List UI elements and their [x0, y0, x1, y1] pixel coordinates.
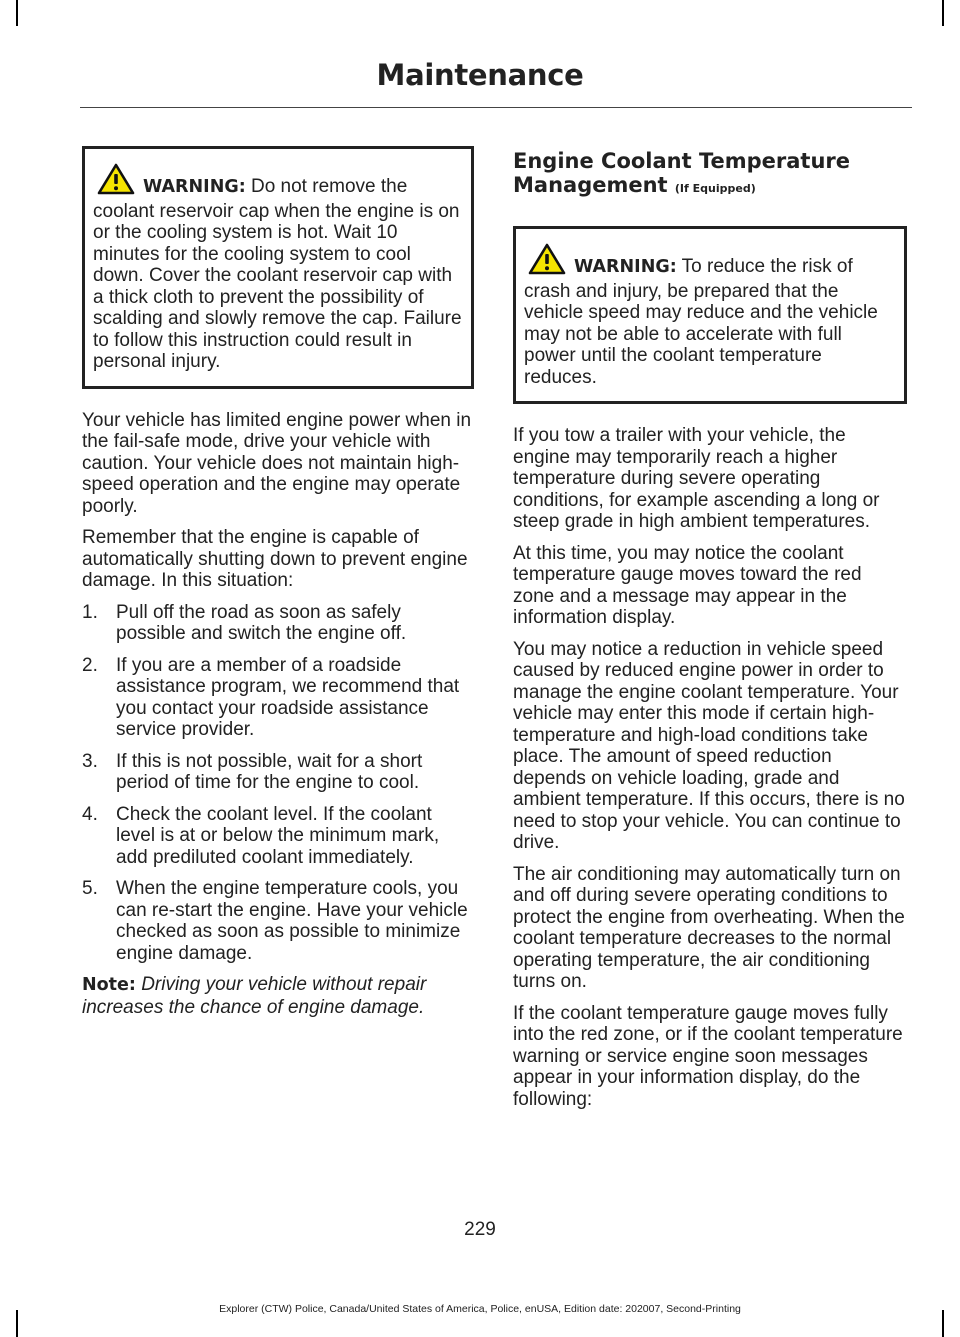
- paragraph: You may notice a reduction in vehicle speed caused by reduced engine power in order to manage the engine coolant temperature. Your vehicle may enter this mode if certain high-temperature and high-load conditions take place. The amount of speed reduction depends on vehicle loading, grade and ambient temperature. If this occurs, there is no need to stop your vehicle. You can continue to drive.: [513, 638, 905, 853]
- speed-reduction-warning-box: [513, 226, 907, 404]
- section-heading: [513, 149, 907, 201]
- step-text: Check the coolant level. If the coolant level is at or below the minimum mark, add prediluted coolant immediately.: [116, 803, 440, 868]
- warning-triangle-icon: [97, 163, 135, 201]
- warning-triangle-icon: [528, 243, 566, 281]
- step-number: 1.: [82, 601, 98, 623]
- list-item: [82, 655, 474, 741]
- crop-mark-top-right: [942, 0, 944, 26]
- note-text: Driving your vehicle without repair increases the chance of engine damage.: [82, 974, 427, 1018]
- paragraph: If you tow a trailer with your vehicle, the engine may temporarily reach a higher temperature during severe operating conditions, for example ascending a long or steep grade in high ambient temperatures.: [513, 425, 880, 532]
- warning-text: Do not remove the coolant reservoir cap when the engine is on or the cooling system is hot. Wait 10 minutes for the cooling system to cool down. Cover the coolant reservoir cap with a thick cloth to prevent the possibility of scalding and slowly remove the cap. Failure to follow this instruction could result in personal injury.: [93, 176, 462, 372]
- step-text: Pull off the road as soon as safely possible and switch the engine off.: [116, 601, 407, 644]
- step-number: 5.: [82, 878, 98, 899]
- heading-qualifier: (If Equipped): [674, 182, 756, 195]
- warning-text: To reduce the risk of crash and injury, be prepared that the vehicle speed may reduce and the vehicle may not be able to accelerate with full power until the coolant temperature reduces.: [524, 256, 878, 388]
- coolant-cap-warning-box: [82, 146, 474, 389]
- heading-line-1: Engine Coolant Temperature: [513, 149, 851, 173]
- left-column: [82, 146, 474, 1018]
- shutdown-steps-list: [82, 602, 474, 965]
- step-number: 4.: [82, 803, 98, 825]
- shutdown-paragraph: Remember that the engine is capable of automatically shutting down to prevent engine damage. In this situation:: [82, 527, 468, 591]
- heading-line-2: [513, 173, 907, 201]
- step-number: 2.: [82, 654, 98, 676]
- paragraph: The air conditioning may automatically turn on and off during severe operating conditions to protect the engine from overheating. When the coolant temperature decreases to the normal operating temperature, the air conditioning turns on.: [513, 863, 905, 992]
- paragraph: If the coolant temperature gauge moves fully into the red zone, or if the coolant temperature warning or service engine soon messages appear in your information display, do the following:: [513, 1002, 903, 1110]
- page-title: Maintenance: [376, 58, 584, 92]
- edition-footer: Explorer (CTW) Police, Canada/United States of America, Police, enUSA, Edition date: 202007, Second-Printing: [219, 1303, 741, 1315]
- step-number: 3.: [82, 750, 98, 772]
- warning-label: WARNING:: [143, 177, 246, 197]
- right-column: [513, 146, 907, 1110]
- warning-paragraph: [93, 163, 465, 373]
- note-label: Note:: [82, 975, 136, 995]
- note-paragraph: [82, 974, 474, 1018]
- step-text: If this is not possible, wait for a short period of time for the engine to cool.: [116, 750, 423, 793]
- step-text: If you are a member of a roadside assistance program, we recommend that you contact your roadside assistance service provider.: [116, 654, 460, 740]
- list-item: [82, 602, 474, 645]
- list-item: [82, 878, 474, 964]
- list-item: [82, 751, 474, 794]
- list-item: [82, 804, 474, 869]
- header-divider: [80, 107, 912, 108]
- paragraph: At this time, you may notice the coolant temperature gauge moves toward the red zone and a message may appear in the information display.: [513, 542, 862, 628]
- page-number: 229: [464, 1219, 496, 1240]
- crop-mark-top-left: [16, 0, 18, 26]
- heading-main: Management: [513, 173, 668, 197]
- fail-safe-paragraph: Your vehicle has limited engine power when in the fail-safe mode, drive your vehicle with caution. Your vehicle does not maintain high-speed operation and the engine may operate poorly.: [82, 409, 472, 517]
- step-text: When the engine temperature cools, you can re-start the engine. Have your vehicle checked as soon as possible to minimize engine damage.: [116, 878, 468, 964]
- warning-paragraph: [524, 243, 898, 388]
- warning-label: WARNING:: [574, 257, 677, 277]
